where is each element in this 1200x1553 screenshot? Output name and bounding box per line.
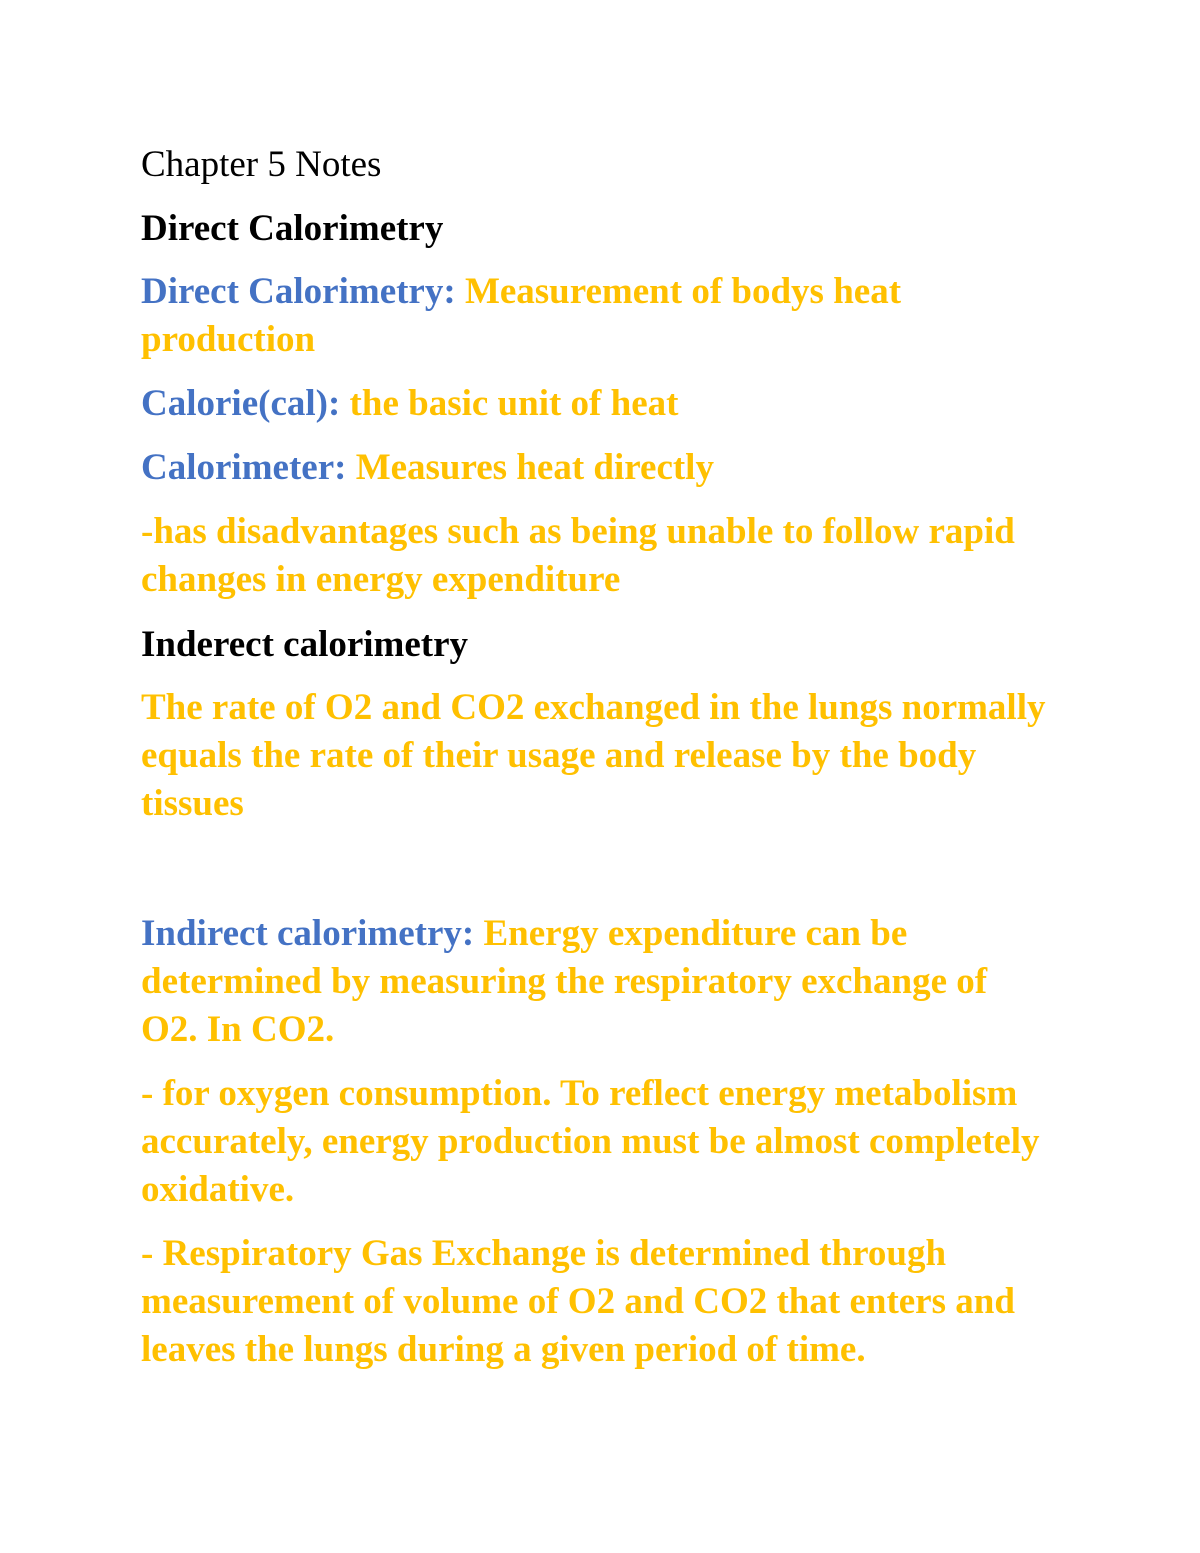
term-label: Direct Calorimetry: (141, 271, 456, 312)
definition-direct-calorimetry (141, 268, 1051, 364)
definition-calorimeter (141, 444, 1051, 492)
definition-text: the basic unit of heat (340, 383, 679, 424)
note-text: - Respiratory Gas Exchange is determined through measurement of volume of O2 and CO2 that enters and leaves the lungs during a given period of time. (141, 1233, 1015, 1370)
document-page (141, 140, 1051, 1390)
term-label: Calorimeter: (141, 447, 347, 488)
note-text: -has disadvantages such as being unable to follow rapid changes in energy expenditure (141, 511, 1015, 600)
definition-text: Measures heat directly (346, 447, 714, 488)
note-respiratory-gas-exchange (141, 1230, 1051, 1374)
definition-indirect-calorimetry (141, 910, 1051, 1054)
section-heading-direct-calorimetry: Direct Calorimetry (141, 208, 444, 249)
term-label: Indirect calorimetry: (141, 913, 475, 954)
note-text: - for oxygen consumption. To reflect energy metabolism accurately, energy production must be almost completely oxidative. (141, 1073, 1040, 1210)
definition-text: Measurement of bodys heat production (141, 271, 902, 360)
definition-calorie (141, 380, 1051, 428)
term-label: Calorie(cal): (141, 383, 341, 424)
section-heading-indirect-calorimetry: Inderect calorimetry (141, 624, 469, 665)
document-title: Chapter 5 Notes (141, 144, 382, 185)
paragraph-gas-exchange-rate: The rate of O2 and CO2 exchanged in the lungs normally equals the rate of their usage and release by the body tissues (141, 687, 1046, 824)
note-oxygen-consumption (141, 1070, 1051, 1214)
blank-line (141, 844, 1051, 910)
definition-text: Energy expenditure can be determined by measuring the respiratory exchange of O2. In CO2. (141, 913, 988, 1050)
note-disadvantages (141, 508, 1051, 604)
